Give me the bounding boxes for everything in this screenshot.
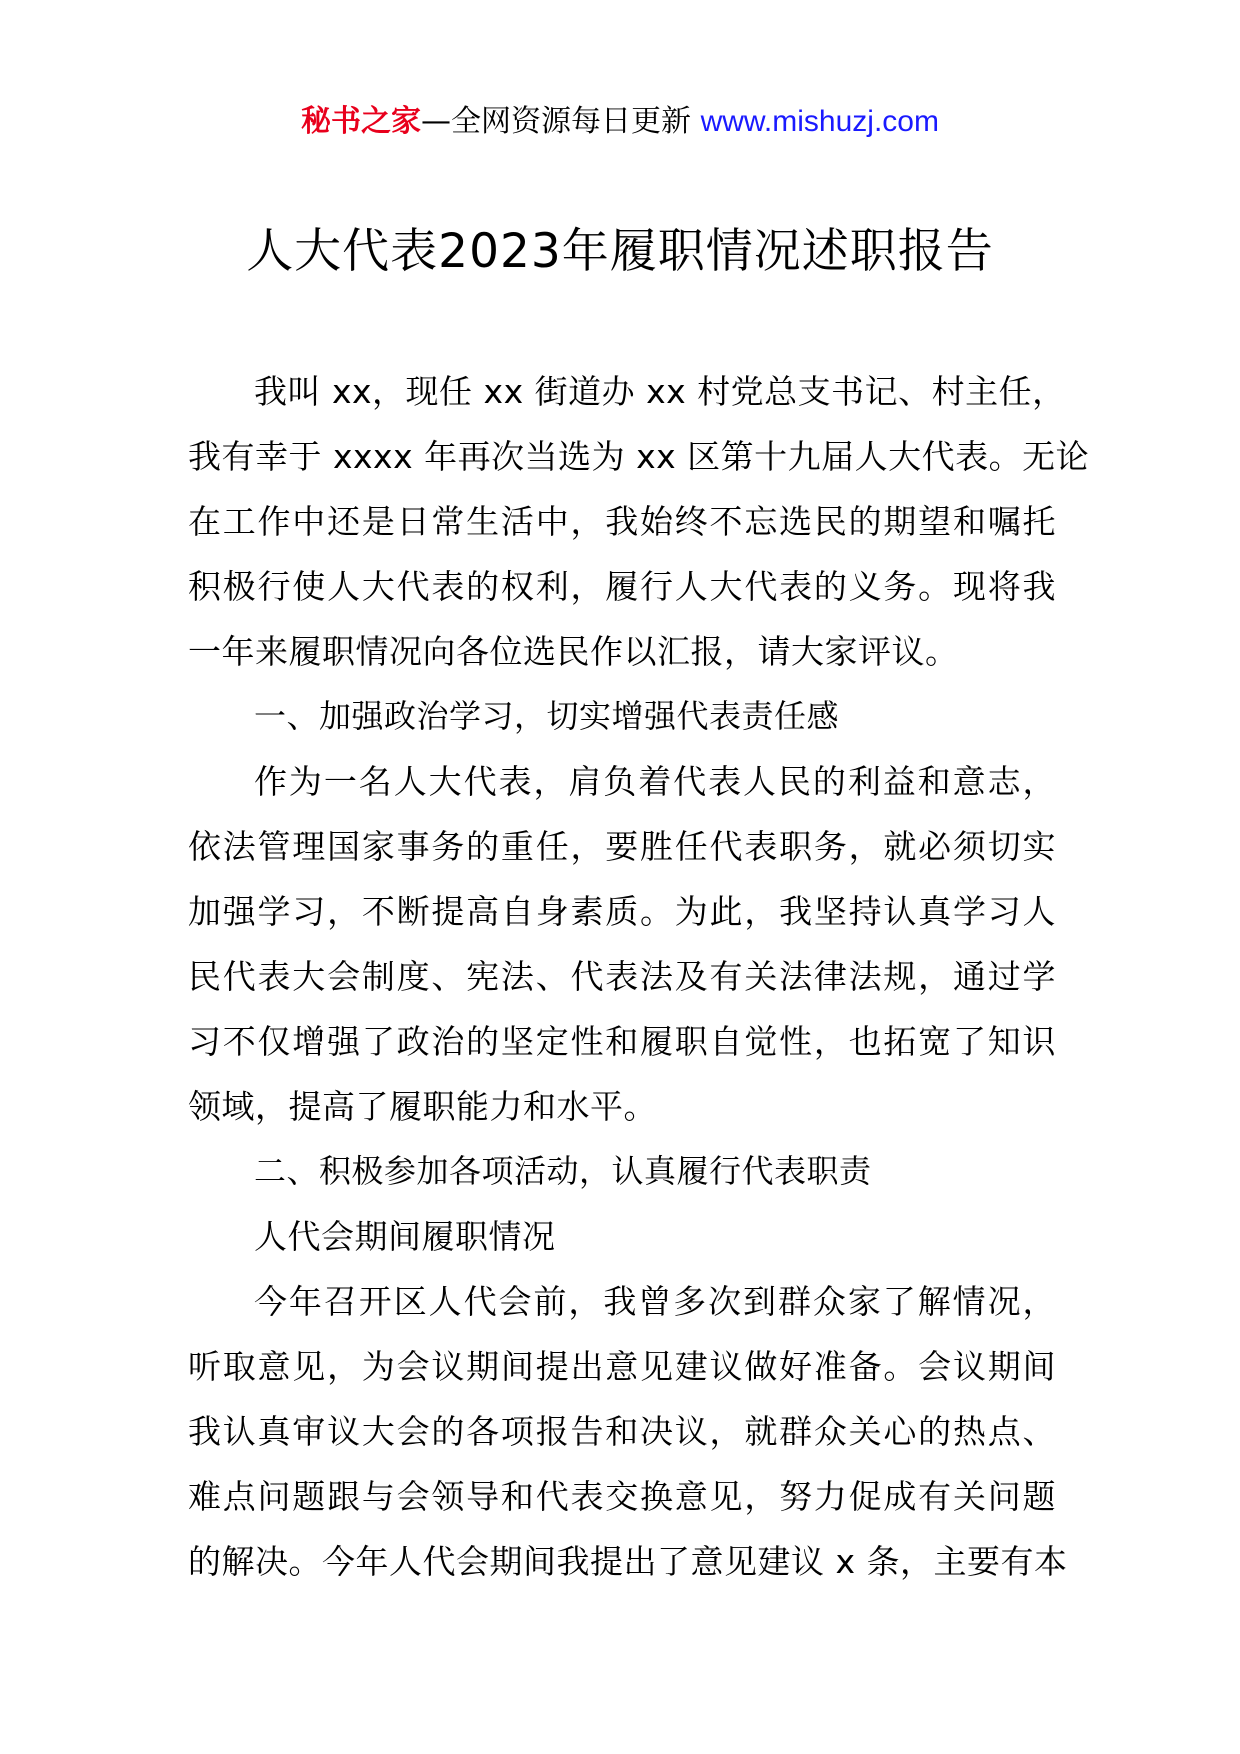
paragraph-line: 积极行使人大代表的权利，履行人大代表的义务。现将我 [188,567,1056,606]
section-heading-2: 二、积极参加各项活动，认真履行代表职责 [254,1152,872,1190]
paragraph-line: 我有幸于 xxxx 年再次当选为 xx 区第十九届人大代表。无论 [188,437,1090,476]
paragraph-line: 加强学习，不断提高自身素质。为此，我坚持认真学习人 [188,892,1056,931]
paragraph-line: 一年来履职情况向各位选民作以汇报，请大家评议。 [188,632,959,671]
site-url-link[interactable]: www.mishuzj.com [700,105,939,138]
paragraph-line: 难点问题跟与会领导和代表交换意见，努力促成有关问题 [188,1477,1056,1516]
paragraph-line: 在工作中还是日常生活中，我始终不忘选民的期望和嘱托 [188,502,1056,541]
document-body [188,359,1090,1594]
site-banner [0,100,1240,144]
paragraph-line: 的解决。今年人代会期间我提出了意见建议 x 条，主要有本 [188,1542,1068,1581]
paragraph-line: 民代表大会制度、宪法、代表法及有关法律法规，通过学 [188,957,1056,996]
banner-slogan: —全网资源每日更新 [421,104,701,139]
paragraph-line: 今年召开区人代会前，我曾多次到群众家了解情况， [254,1282,1056,1321]
section-heading-1: 一、加强政治学习，切实增强代表责任感 [254,697,840,735]
paragraph-line: 依法管理国家事务的重任，要胜任代表职务，就必须切实 [188,827,1056,866]
paragraph-line: 作为一名人大代表，肩负着代表人民的利益和意志， [254,762,1056,801]
paragraph-line: 习不仅增强了政治的坚定性和履职自觉性，也拓宽了知识 [188,1022,1056,1061]
subsection-heading: 人代会期间履职情况 [254,1217,556,1256]
document-title: 人大代表2023年履职情况述职报告 [246,224,994,279]
paragraph-line: 我叫 xx，现任 xx 街道办 xx 村党总支书记、村主任， [254,372,1066,411]
paragraph-line: 领域，提高了履职能力和水平。 [188,1087,657,1126]
brand-name: 秘书之家 [301,104,422,139]
paragraph-line: 我认真审议大会的各项报告和决议，就群众关心的热点、 [188,1412,1056,1451]
paragraph-line: 听取意见，为会议期间提出意见建议做好准备。会议期间 [188,1347,1056,1386]
